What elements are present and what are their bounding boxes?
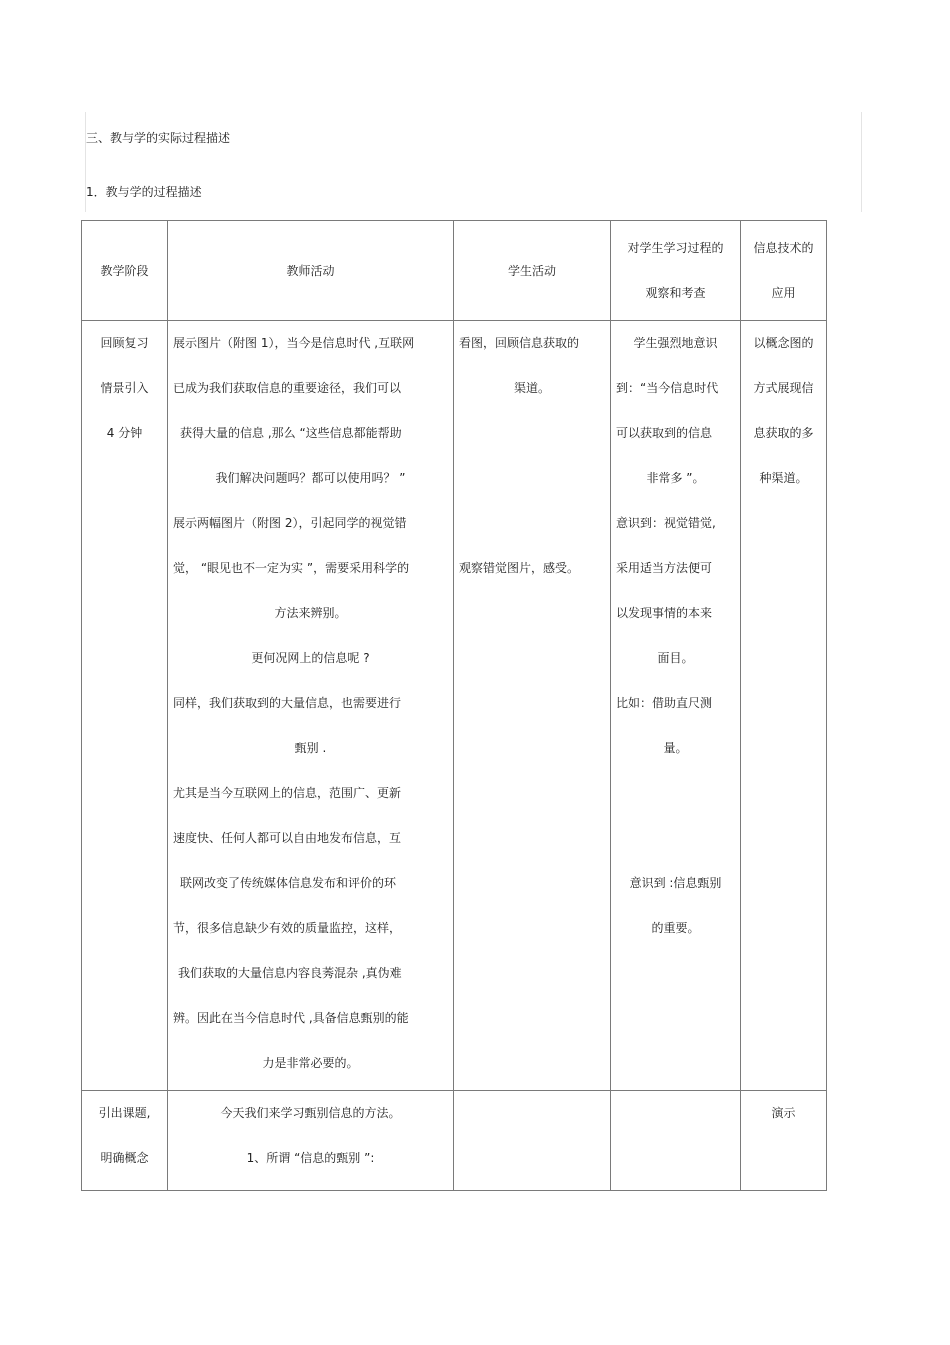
teacher-line: 联网改变了传统媒体信息发布和评价的环 bbox=[180, 876, 397, 890]
teacher-line: 速度快、任何人都可以自由地发布信息，互 bbox=[173, 831, 402, 845]
teacher-line: 节，很多信息缺少有效的质量监控，这样， bbox=[173, 921, 402, 935]
header-observation bbox=[611, 221, 741, 321]
stage-line: 明确概念 bbox=[100, 1151, 149, 1165]
tech-line: 息获取的多 bbox=[753, 426, 814, 440]
stage-line: 回顾复习 bbox=[100, 336, 149, 350]
teacher-activity-cell bbox=[168, 1091, 454, 1191]
header-tech-application bbox=[741, 221, 827, 321]
header-tech-line: 应用 bbox=[771, 285, 796, 300]
teaching-process-table bbox=[81, 220, 827, 1191]
student-line bbox=[454, 411, 610, 456]
observation-line: 的重要。 bbox=[651, 921, 700, 935]
observation-line: 到：“当今信息时代 bbox=[616, 381, 719, 395]
observation-line: 量。 bbox=[663, 741, 688, 755]
teacher-line: 觉， “眼见也不一定为实 ”，需要采用科学的 bbox=[173, 561, 410, 575]
tech-line: 方式展现信 bbox=[753, 381, 814, 395]
observation-line: 意识到 :信息甄别 bbox=[629, 876, 722, 890]
stage-line: 引出课题, bbox=[98, 1106, 151, 1120]
table-row bbox=[82, 1091, 827, 1191]
stage-line: 4 分钟 bbox=[106, 426, 143, 440]
observation-line bbox=[611, 771, 740, 816]
teacher-line: 已成为我们获取信息的重要途径，我们可以 bbox=[173, 381, 402, 395]
teacher-line: 力是非常必要的。 bbox=[262, 1056, 359, 1070]
student-line: 看图，回顾信息获取的 bbox=[459, 336, 580, 350]
observation-cell bbox=[611, 321, 741, 1091]
tech-application-cell bbox=[741, 321, 827, 1091]
observation-line: 面目。 bbox=[657, 651, 694, 665]
student-line: 观察错觉图片，感受。 bbox=[459, 561, 580, 575]
teacher-activity-cell bbox=[168, 321, 454, 1091]
teacher-line: 1、所谓 “信息的甄别 ”: bbox=[246, 1151, 375, 1165]
teacher-line: 展示图片（附图 1），当今是信息时代 ,互联网 bbox=[173, 336, 415, 350]
header-observation-line: 观察和考查 bbox=[645, 285, 706, 300]
observation-cell bbox=[611, 1091, 741, 1191]
header-teacher-activity: 教师活动 bbox=[168, 221, 454, 321]
tech-application-cell bbox=[741, 1091, 827, 1191]
teacher-line: 获得大量的信息 ,那么 “这些信息都能帮助 bbox=[180, 426, 402, 440]
stage-cell bbox=[82, 1091, 168, 1191]
section-title: 三、教与学的实际过程描述 bbox=[86, 131, 231, 145]
stage-line: 情景引入 bbox=[100, 381, 149, 395]
teacher-line: 辨。因此在当今信息时代 ,具备信息甄别的能 bbox=[173, 1011, 409, 1025]
student-line bbox=[454, 501, 610, 546]
observation-line: 采用适当方法便可 bbox=[616, 561, 713, 575]
observation-line: 以发现事情的本来 bbox=[616, 606, 713, 620]
student-line bbox=[454, 456, 610, 501]
subsection-title: 1．教与学的过程描述 bbox=[86, 185, 202, 199]
stage-cell bbox=[82, 321, 168, 1091]
observation-line: 学生强烈地意识 bbox=[633, 336, 718, 350]
table-row bbox=[82, 321, 827, 1091]
tech-line: 种渠道。 bbox=[759, 471, 808, 485]
header-observation-line: 对学生学习过程的 bbox=[627, 240, 724, 255]
teacher-line: 更何况网上的信息呢 ? bbox=[251, 651, 370, 665]
table-header-row bbox=[82, 221, 827, 321]
tech-line: 以概念图的 bbox=[753, 336, 814, 350]
student-line: 渠道。 bbox=[513, 381, 550, 395]
teacher-line: 同样，我们获取到的大量信息，也需要进行 bbox=[173, 696, 402, 710]
header-student-activity: 学生活动 bbox=[454, 221, 611, 321]
teacher-line: 尤其是当今互联网上的信息，范围广、更新 bbox=[173, 786, 402, 800]
observation-line: 意识到：视觉错觉, bbox=[616, 516, 716, 530]
teacher-line: 方法来辨别。 bbox=[274, 606, 347, 620]
teacher-line: 今天我们来学习甄别信息的方法。 bbox=[220, 1106, 401, 1120]
page-edge-line-right bbox=[861, 112, 862, 212]
student-activity-cell bbox=[454, 321, 611, 1091]
teacher-line: 我们解决问题吗？都可以使用吗？ ” bbox=[215, 471, 406, 485]
observation-line: 可以获取到的信息 bbox=[616, 426, 713, 440]
student-activity-cell bbox=[454, 1091, 611, 1191]
teacher-line: 展示两幅图片（附图 2），引起同学的视觉错 bbox=[173, 516, 407, 530]
observation-line: 比如：借助直尺测 bbox=[616, 696, 713, 710]
header-tech-line: 信息技术的 bbox=[753, 240, 814, 255]
header-stage: 教学阶段 bbox=[82, 221, 168, 321]
teacher-line: 我们获取的大量信息内容良莠混杂 ,真伪难 bbox=[178, 966, 402, 980]
teacher-line: 甄别 . bbox=[294, 741, 327, 755]
observation-line bbox=[611, 816, 740, 861]
tech-line: 演示 bbox=[771, 1106, 796, 1120]
observation-line: 非常多 ”。 bbox=[646, 471, 705, 485]
